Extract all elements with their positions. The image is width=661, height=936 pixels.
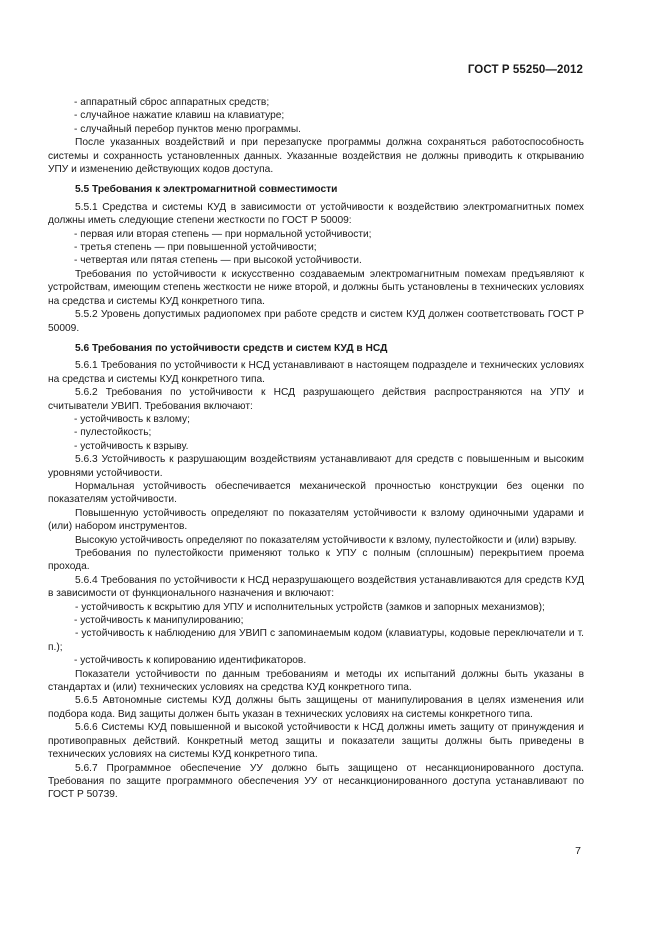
list-item: - устойчивость к манипулированию; [74, 615, 244, 627]
page-number: 7 [575, 845, 581, 857]
section-heading-5-5: 5.5 Требования к электромагнитной совместимости [75, 184, 338, 196]
standard-header: ГОСТ Р 55250—2012 [467, 64, 583, 76]
list-item: - устойчивость к взрыву. [74, 440, 189, 452]
paragraph: 5.6.3 Устойчивость к разрушающим воздействиям устанавливают для средств с повышенным и высоким уровнями устойчивости. [48, 454, 584, 479]
section-heading-5-6: 5.6 Требования по устойчивости средств и систем КУД в НСД [75, 342, 388, 354]
list-item: - устойчивость к вскрытию для УПУ и исполнительных устройств (замков и запорных механизмов); [75, 601, 545, 613]
list-item: - устойчивость к наблюдению для УВИП с запоминаемым кодом (клавиатуры, кодовые переключатели и т. п.); [48, 628, 584, 653]
paragraph: Требования по устойчивости к искусственно создаваемым электромагнитным помехам предъявляют к устройствам, имеющим степень жесткости не ниже второй, и должны быть установлены в технических условиях на средства и системы КУД конкретного типа. [48, 268, 584, 307]
paragraph: Высокую устойчивость определяют по показателям устойчивости к взлому, пулестойкости и (или) взрыву. [75, 534, 577, 546]
document-body [48, 96, 584, 802]
list-item: - пулестойкость; [74, 427, 152, 439]
paragraph: 5.6.7 Программное обеспечение УУ должно быть защищено от несанкционированного доступа. Требования по защите программного обеспечения УУ от несанкционированного доступа устанавливают по ГОСТ Р 50739. [48, 762, 584, 801]
paragraph: Требования по пулестойкости применяют только к УПУ с полным (сплошным) перекрытием проема прохода. [48, 548, 584, 573]
list-item: - аппаратный сброс аппаратных средств; [74, 97, 270, 108]
list-item: - случайное нажатие клавиш на клавиатуре; [74, 110, 285, 122]
paragraph: Нормальная устойчивость обеспечивается механической прочностью конструкции без оценки по показателям устойчивости. [48, 480, 584, 506]
list-item: - устойчивость к взлому; [74, 413, 190, 425]
list-item: - третья степень — при повышенной устойчивости; [74, 242, 317, 254]
paragraph: Показатели устойчивости по данным требованиям и методы их испытаний должны быть указаны в стандартах и (или) технических условиях на средства КУД конкретного типа. [48, 668, 584, 694]
list-item: - случайный перебор пунктов меню программы. [74, 123, 301, 135]
paragraph: 5.5.1 Средства и системы КУД в зависимости от устойчивости к воздействию электромагнитных помех должны иметь следующие степени жесткости по ГОСТ Р 50009: [48, 201, 584, 227]
list-item: - первая или вторая степень — при нормальной устойчивости; [74, 228, 372, 240]
list-item: - устойчивость к копированию идентификаторов. [74, 655, 307, 667]
paragraph: 5.6.5 Автономные системы КУД должны быть защищены от манипулирования в целях изменения или подбора кода. Вид защиты должен быть указан в технических условиях на системы конкретного типа. [48, 695, 584, 720]
list-item: - четвертая или пятая степень — при высокой устойчивости. [74, 255, 362, 267]
paragraph: 5.6.1 Требования по устойчивости к НСД устанавливают в настоящем подразделе и технических условиях на средства и системы КУД конкретного типа. [48, 360, 584, 385]
paragraph: 5.6.2 Требования по устойчивости к НСД разрушающего действия распространяются на УПУ и считыватели УВИП. Требования включают: [48, 387, 584, 412]
paragraph: 5.6.6 Системы КУД повышенной и высокой устойчивости к НСД должны иметь защиту от принуждения и противоправных действий. Конкретный метод защиты и показатели защиты должны быть приведены в технических условиях на системы КУД конкретного типа. [48, 722, 584, 761]
paragraph: 5.5.2 Уровень допустимых радиопомех при работе средств и систем КУД должен соответствовать ГОСТ Р 50009. [48, 309, 584, 334]
paragraph: 5.6.4 Требования по устойчивости к НСД неразрушающего воздействия устанавливаются для средств КУД в зависимости от функционального назначения и включают: [48, 574, 584, 600]
paragraph: После указанных воздействий и при перезапуске программы должна сохраняться работоспособность системы и сохранность установленных данных. Указанные воздействия не должны приводить к открыванию УПУ и изменению действующих кодов доступа. [48, 137, 584, 176]
paragraph: Повышенную устойчивость определяют по показателям устойчивости к взлому одиночными ударами и (или) набором инструментов. [48, 507, 584, 533]
